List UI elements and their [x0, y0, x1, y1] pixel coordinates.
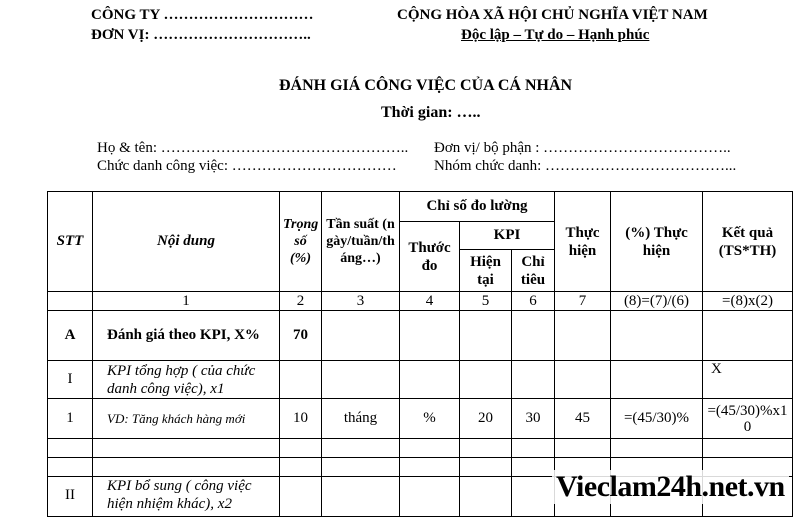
col-num-1: 1 [93, 292, 280, 311]
header-frequency: Tần suất (ngày/tuần/tháng…) [322, 192, 400, 292]
col-num-4: 4 [400, 292, 460, 311]
row-i-content: KPI tổng hợp ( của chức danh công việc), x1 [93, 361, 280, 399]
header-current: Hiện tại [460, 250, 512, 292]
document-title: ĐÁNH GIÁ CÔNG VIỆC CỦA CÁ NHÂN [279, 77, 573, 94]
row-a-result [703, 311, 793, 361]
row-1-percent: =(45/30)% [611, 399, 703, 439]
nation-motto: Độc lập – Tự do – Hạnh phúc [461, 27, 650, 43]
row-1-result: =(45/30)%x10 [703, 399, 793, 439]
row-ii-stt: II [48, 477, 93, 517]
header-kpi: KPI [460, 222, 555, 250]
header-target: Chỉ tiêu [512, 250, 555, 292]
watermark-text: Vieclam24h.net.vn [552, 470, 789, 504]
row-1-frequency: tháng [322, 399, 400, 439]
table-row-a [48, 311, 793, 361]
department-field: Đơn vị/ bộ phận : ……………………………….. [434, 140, 731, 156]
row-a-current [460, 311, 512, 361]
row-a-percent [611, 311, 703, 361]
header-actual: Thực hiện [555, 192, 611, 292]
header-content: Nội dung [93, 192, 280, 292]
time-line: Thời gian: ….. [381, 104, 481, 121]
name-field: Họ & tên: ………………………………………….. [97, 140, 409, 156]
table-row-i [48, 361, 793, 399]
header-measure: Thước đo [400, 222, 460, 292]
row-1-measure: % [400, 399, 460, 439]
row-ii-content: KPI bổ sung ( công việc hiện nhiệm khác), x2 [93, 477, 280, 517]
row-1-weight: 10 [280, 399, 322, 439]
col-num-2: 2 [280, 292, 322, 311]
row-a-target [512, 311, 555, 361]
row-a-content: Đánh giá theo KPI, X% [93, 311, 280, 361]
col-num-0 [48, 292, 93, 311]
row-1-target: 30 [512, 399, 555, 439]
unit-line: ĐƠN VỊ: ………………………….. [91, 27, 311, 43]
row-a-measure [400, 311, 460, 361]
nation-title: CỘNG HÒA XÃ HỘI CHỦ NGHĨA VIỆT NAM [397, 7, 708, 23]
table-row-empty-1 [48, 439, 793, 458]
row-i-result: X [703, 361, 793, 399]
row-i-actual [555, 361, 611, 399]
position-group-field: Nhóm chức danh: ………………………………... [434, 158, 737, 174]
header-percent: (%) Thực hiện [611, 192, 703, 292]
header-row-1 [48, 192, 793, 222]
row-i-current [460, 361, 512, 399]
row-i-target [512, 361, 555, 399]
header-weight: Trọng số (%) [280, 192, 322, 292]
company-line: CÔNG TY ………………………… [91, 7, 314, 23]
row-1-actual: 45 [555, 399, 611, 439]
row-i-measure [400, 361, 460, 399]
column-number-row [48, 292, 793, 311]
header-stt: STT [48, 192, 93, 292]
position-field: Chức danh công việc: …………………………… [97, 158, 397, 174]
row-a-actual [555, 311, 611, 361]
row-a-weight: 70 [280, 311, 322, 361]
col-num-9: =(8)x(2) [703, 292, 793, 311]
header-result: Kết quả (TS*TH) [703, 192, 793, 292]
row-i-stt: I [48, 361, 93, 399]
col-num-6: 6 [512, 292, 555, 311]
row-a-stt: A [48, 311, 93, 361]
table-row-1 [48, 399, 793, 439]
col-num-3: 3 [322, 292, 400, 311]
row-1-content: VD: Tăng khách hàng mới [93, 399, 280, 439]
header-metric-group: Chỉ số đo lường [400, 192, 555, 222]
row-a-frequency [322, 311, 400, 361]
col-num-5: 5 [460, 292, 512, 311]
row-i-weight [280, 361, 322, 399]
row-1-stt: 1 [48, 399, 93, 439]
col-num-8: (8)=(7)/(6) [611, 292, 703, 311]
kpi-table [47, 191, 793, 517]
col-num-7: 7 [555, 292, 611, 311]
row-i-frequency [322, 361, 400, 399]
row-1-current: 20 [460, 399, 512, 439]
row-i-percent [611, 361, 703, 399]
